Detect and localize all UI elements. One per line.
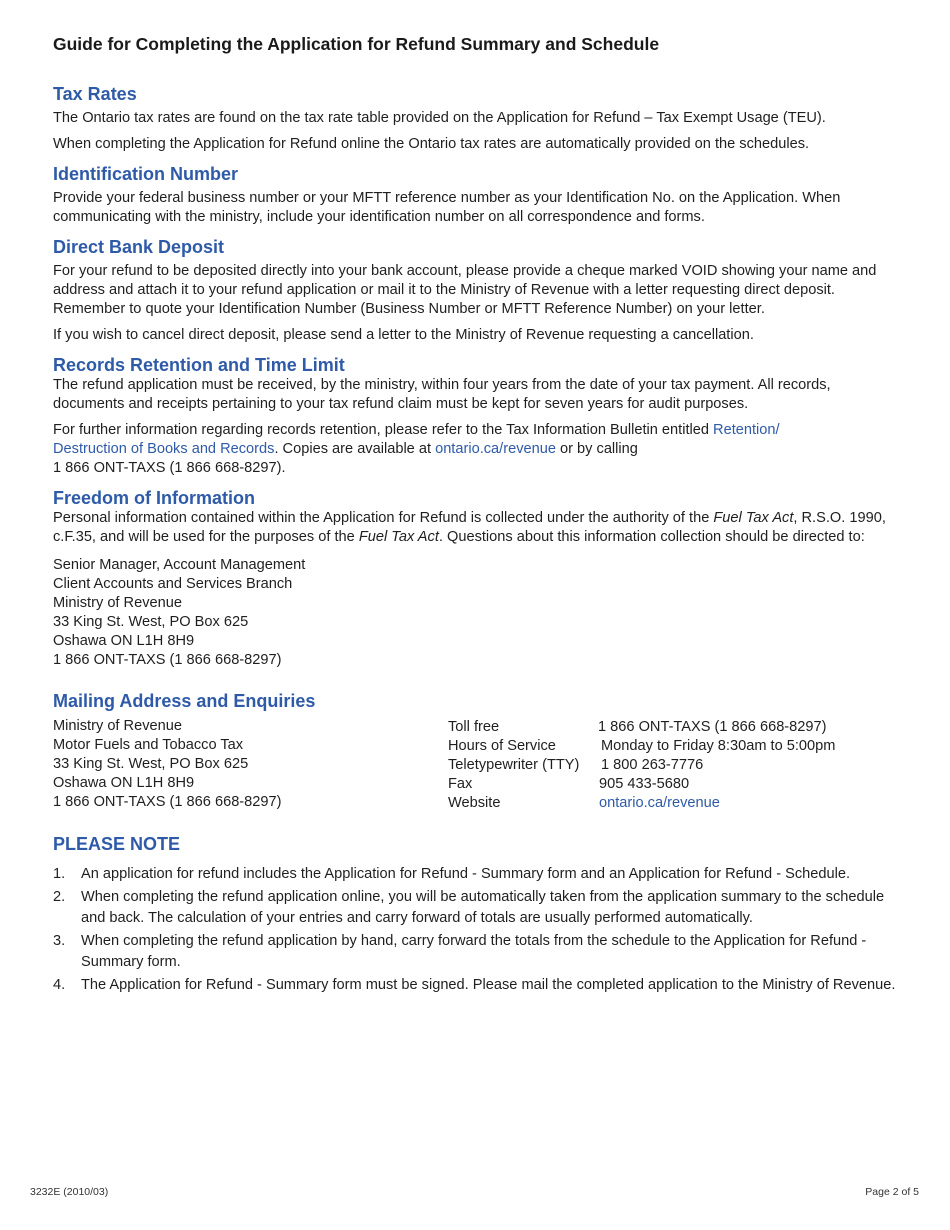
contact-row-toll-free: [448, 718, 835, 737]
mailing-address: [53, 717, 448, 813]
contact-label: Teletypewriter (TTY): [448, 757, 580, 773]
foi-address-line: Ministry of Revenue: [53, 595, 182, 611]
contact-table: [448, 717, 835, 813]
mailing-address-line: Ministry of Revenue: [53, 718, 182, 734]
records-paragraph-1: The refund application must be received, by the ministry, within four years from the date of your tax payment. All records, documents and receipts pertaining to your tax refund claim must be kept for seven years for audit purposes.: [53, 377, 831, 412]
foi-address: [53, 556, 903, 670]
mailing-section: [53, 717, 903, 813]
tax-rates-paragraph-2: When completing the Application for Refund online the Ontario tax rates are automatically provided on the schedules.: [53, 136, 810, 152]
identification-paragraph: Provide your federal business number or your MFTT reference number as your Identification No. on the Application. When communicating with the ministry, include your identification number on all correspondence and forms.: [53, 190, 841, 225]
contact-label: Hours of Service: [448, 738, 556, 754]
records-heading: Records Retention and Time Limit: [53, 355, 345, 375]
contact-value: 1 800 263-7776: [601, 757, 704, 773]
foi-address-line: 1 866 ONT-TAXS (1 866 668-8297): [53, 652, 282, 668]
contact-value: Monday to Friday 8:30am to 5:00pm: [601, 738, 836, 754]
note-list: [53, 864, 903, 996]
contact-row-fax: [448, 775, 835, 794]
contact-label: Website: [448, 795, 501, 811]
foi-address-line: 33 King St. West, PO Box 625: [53, 614, 249, 630]
contact-row-tty: [448, 756, 835, 775]
contact-row-website: [448, 794, 835, 813]
tax-rates-paragraph-1: The Ontario tax rates are found on the tax rate table provided on the Application for Refund – Tax Exempt Usage (TEU).: [53, 110, 826, 126]
contact-value: 905 433-5680: [599, 776, 690, 792]
contact-label: Fax: [448, 776, 473, 792]
foi-address-line: Senior Manager, Account Management: [53, 557, 306, 573]
contact-row-hours: [448, 737, 835, 756]
mailing-heading: Mailing Address and Enquiries: [53, 691, 316, 711]
mailing-address-line: 1 866 ONT-TAXS (1 866 668-8297): [53, 794, 282, 810]
retention-bulletin-link[interactable]: Retention/ Destruction of Books and Records: [53, 422, 780, 457]
please-note-heading: PLEASE NOTE: [53, 834, 181, 854]
direct-deposit-heading: Direct Bank Deposit: [53, 237, 225, 257]
contact-label: Toll free: [448, 719, 500, 735]
page-number: Page 2 of 5: [865, 1186, 919, 1198]
tax-rates-heading: Tax Rates: [53, 84, 137, 104]
list-item: 1. An application for refund includes the Application for Refund - Summary form and an Application for Refund - Schedule.: [53, 866, 851, 882]
mailing-address-line: Motor Fuels and Tobacco Tax: [53, 737, 244, 753]
page-title: Guide for Completing the Application for Refund Summary and Schedule: [53, 34, 660, 54]
document-page: [53, 30, 903, 998]
foi-heading: Freedom of Information: [53, 488, 255, 508]
records-paragraph-2: For further information regarding records retention, please refer to the Tax Information Bulletin entitled Retention/ Destruction of Books and Records. Copies are available at ontario.ca/revenue or by calling 1 866 ONT-TAXS (1 866 668-8297).: [53, 422, 780, 476]
identification-heading: Identification Number: [53, 164, 239, 184]
foi-address-line: Client Accounts and Services Branch: [53, 576, 293, 592]
foi-paragraph: Personal information contained within the Application for Refund is collected under the authority of the Fuel Tax Act, R.S.O. 1990, c.F.35, and will be used for the purposes of the Fuel Tax Act. Questions about this information collection should be directed to:: [53, 510, 886, 545]
foi-address-line: Oshawa ON L1H 8H9: [53, 633, 195, 649]
list-item: 3. When completing the refund application by hand, carry forward the totals from the schedule to the Application for Refund - Summary form.: [53, 933, 867, 970]
mailing-address-line: 33 King St. West, PO Box 625: [53, 756, 249, 772]
ontario-revenue-link[interactable]: ontario.ca/revenue: [435, 441, 556, 457]
website-link[interactable]: ontario.ca/revenue: [599, 795, 720, 811]
mailing-address-line: Oshawa ON L1H 8H9: [53, 775, 195, 791]
contact-value: 1 866 ONT-TAXS (1 866 668-8297): [598, 719, 827, 735]
list-item: 2. When completing the refund application online, you will be automatically taken from the application summary to the schedule and back. The calculation of your entries and carry forward of totals are usually performed automatically.: [53, 889, 885, 926]
direct-deposit-paragraph-1: For your refund to be deposited directly into your bank account, please provide a cheque marked VOID showing your name and address and attach it to your refund application or mail it to the Ministry of Revenue with a letter requesting direct deposit. Remember to quote your Identification Number (Business Number or MFTT Reference Number) on your letter.: [53, 263, 877, 317]
list-item: 4. The Application for Refund - Summary form must be signed. Please mail the completed application to the Ministry of Revenue.: [53, 977, 896, 993]
direct-deposit-paragraph-2: If you wish to cancel direct deposit, please send a letter to the Ministry of Revenue requesting a cancellation.: [53, 327, 754, 343]
form-code: 3232E (2010/03): [30, 1186, 109, 1198]
